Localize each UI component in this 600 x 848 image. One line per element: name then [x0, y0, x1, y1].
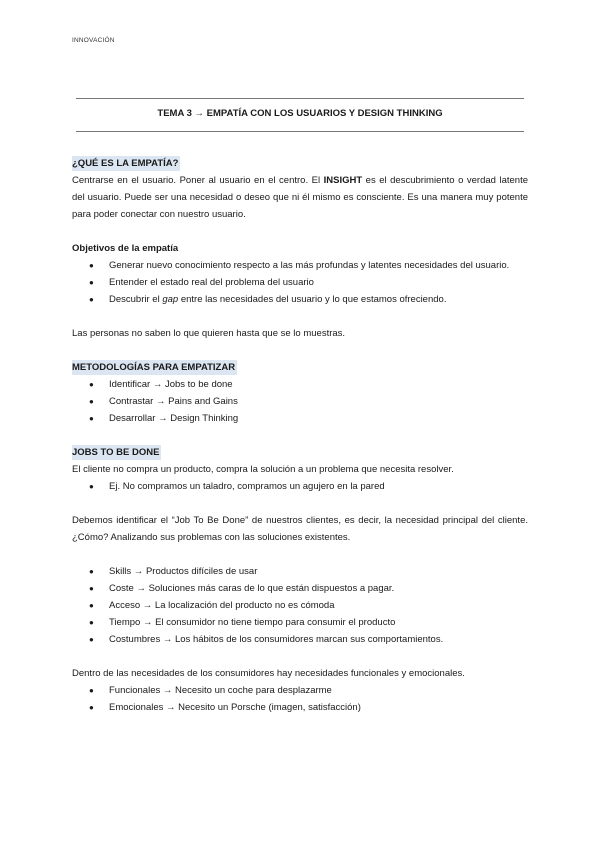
list-item: ● Tiempo → El consumidor no tiene tiempo para consumir el producto [72, 614, 528, 631]
title-rule-bottom [76, 131, 524, 132]
factors-list [72, 563, 528, 648]
list-item: ● Coste → Soluciones más caras de lo que están dispuestos a pagar. [72, 580, 528, 597]
objetivos-list [72, 257, 528, 308]
list-item: ● Identificar → Jobs to be done [72, 376, 528, 393]
list-item [72, 291, 528, 308]
list-item: ● Funcionales → Necesito un coche para desplazarme [72, 682, 528, 699]
needs-paragraph: Dentro de las necesidades de los consumidores hay necesidades funcionales y emocionales. [72, 668, 465, 679]
insight-term: INSIGHT [323, 175, 363, 186]
heading-metodologias: METODOLOGÍAS PARA EMPATIZAR [72, 362, 236, 373]
empatia-text-c: es el descubrimiento o verdad latente del usuario. Puede ser una necesidad o deseo que ni él mismo es consciente. Es una manera muy potente para poder conectar con nuestro usuario. [72, 175, 528, 220]
heading-jobs-to-be-done: JOBS TO BE DONE [72, 447, 160, 458]
empatia-text-a: Centrarse en el usuario. Poner al usuario en el centro. El [72, 175, 324, 186]
list-item: ● Acceso → La localización del producto no es cómoda [72, 597, 528, 614]
list-item: ● Generar nuevo conocimiento respecto a las más profundas y latentes necesidades del usuario. [72, 257, 528, 274]
jobs-example-list [72, 478, 528, 495]
list-item: ● Emocionales → Necesito un Porsche (imagen, satisfacción) [72, 699, 528, 716]
list-item: ● Desarrollar → Design Thinking [72, 410, 528, 427]
gap-text-a: Descubrir el [109, 294, 163, 305]
jobs-intro: El cliente no compra un producto, compra la solución a un problema que necesita resolver. [72, 464, 454, 475]
list-item: ● Skills → Productos difíciles de usar [72, 563, 528, 580]
list-item: ● Costumbres → Los hábitos de los consumidores marcan sus comportamientos. [72, 631, 528, 648]
title-rule-top [76, 98, 524, 99]
closing-statement: Las personas no saben lo que quieren hasta que se lo muestras. [72, 328, 346, 339]
document-body [72, 155, 528, 716]
metodologias-list [72, 376, 528, 427]
empatia-paragraph [72, 172, 528, 223]
gap-text-c: entre las necesidades del usuario y lo que estamos ofreciendo. [178, 294, 447, 305]
heading-que-es-empatia: ¿QUÉ ES LA EMPATÍA? [72, 158, 179, 169]
list-item: ● Contrastar → Pains and Gains [72, 393, 528, 410]
jobs-paragraph: Debemos identificar el “Job To Be Done” de nuestros clientes, es decir, la necesidad principal del cliente. ¿Cómo? Analizando sus problemas con las soluciones existentes. [72, 515, 528, 543]
needs-list [72, 682, 528, 716]
list-item: ● Entender el estado real del problema del usuario [72, 274, 528, 291]
list-item: ● Ej. No compramos un taladro, compramos un agujero en la pared [72, 478, 528, 495]
heading-objetivos: Objetivos de la empatía [72, 243, 179, 254]
gap-term: gap [162, 294, 179, 305]
running-header: INNOVACIÓN [72, 37, 115, 44]
document-title: TEMA 3 → EMPATÍA CON LOS USUARIOS Y DESIGN THINKING [157, 108, 443, 119]
